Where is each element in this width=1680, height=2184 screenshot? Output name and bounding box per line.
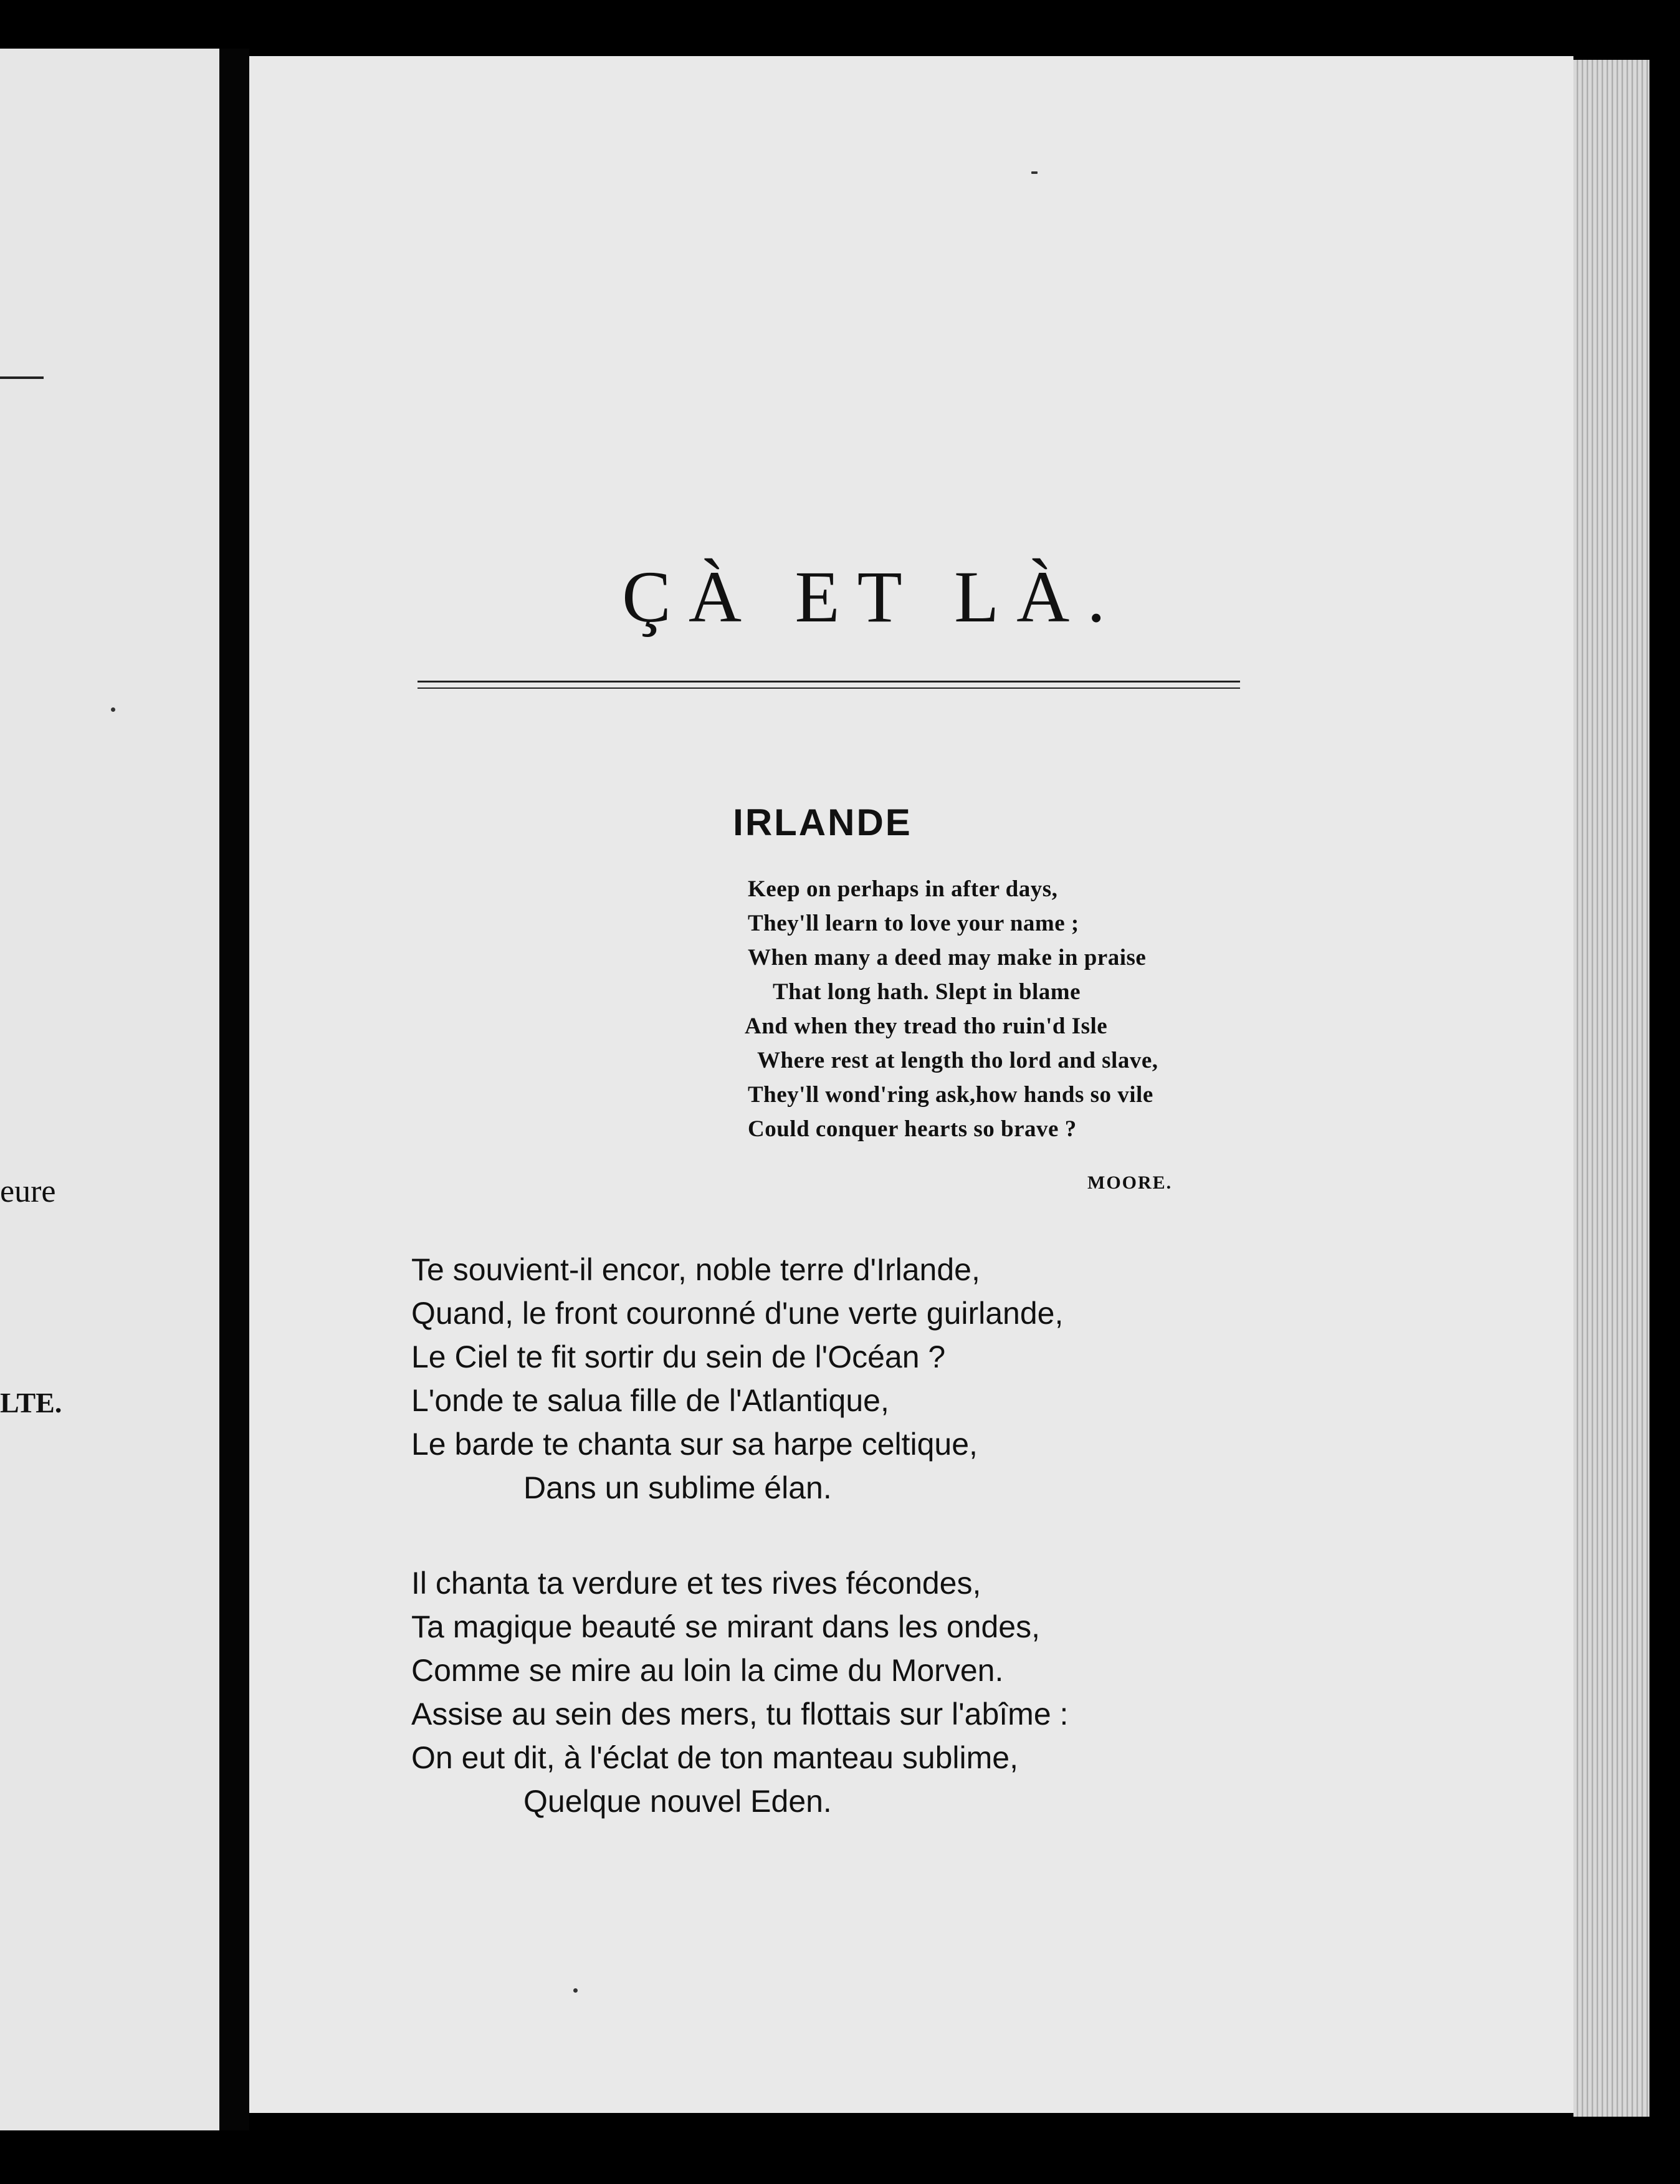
epigraph-line: That long hath. Slept in blame [773, 979, 1081, 1005]
epigraph-line: They'll learn to love your name ; [748, 911, 1079, 936]
epigraph-line: Could conquer hearts so brave ? [748, 1116, 1077, 1142]
verse-line: Assise au sein des mers, tu flottais sur l'abîme : [411, 1697, 1069, 1731]
verse-line: Quelque nouvel Eden. [523, 1784, 832, 1819]
verse-line: Le Ciel te fit sortir du sein de l'Océan ? [411, 1339, 946, 1374]
left-page-rule [0, 376, 44, 379]
poem-heading: IRLANDE [733, 801, 912, 843]
verse-line: Dans un sublime élan. [523, 1470, 832, 1505]
verse-line: Comme se mire au loin la cime du Morven. [411, 1653, 1004, 1688]
left-page [0, 49, 219, 2130]
book-gutter [219, 49, 249, 2130]
verse-line: Te souvient-il encor, noble terre d'Irlande, [411, 1252, 980, 1287]
ink-speck [573, 1988, 578, 1993]
ink-speck [1031, 171, 1038, 174]
epigraph-line: Where rest at length tho lord and slave, [757, 1048, 1158, 1073]
epigraph-attribution: MOORE. [1087, 1172, 1173, 1193]
page-edges [1573, 60, 1649, 2117]
verse-line: Ta magique beauté se mirant dans les ondes, [411, 1609, 1040, 1644]
verse-line: Il chanta ta verdure et tes rives fécondes, [411, 1566, 981, 1601]
title-rule-top [418, 681, 1240, 682]
verse-line: Quand, le front couronné d'une verte guirlande, [411, 1296, 1064, 1331]
left-page-fragment: LTE. [0, 1387, 62, 1419]
epigraph-line: Keep on perhaps in after days, [748, 876, 1058, 902]
left-page-fragment: eure [0, 1174, 56, 1209]
verse-line: On eut dit, à l'éclat de ton manteau sublime, [411, 1740, 1018, 1775]
ink-speck [111, 707, 115, 712]
page-title: ÇÀ ET LÀ. [622, 556, 1123, 638]
verse-line: L'onde te salua fille de l'Atlantique, [411, 1383, 889, 1418]
epigraph-line: When many a deed may make in praise [748, 945, 1147, 970]
epigraph-line: And when they tread tho ruin'd Isle [745, 1013, 1108, 1039]
epigraph-line: They'll wond'ring ask,how hands so vile [748, 1082, 1153, 1108]
verse-line: Le barde te chanta sur sa harpe celtique, [411, 1427, 978, 1462]
title-rule-bottom [418, 687, 1240, 689]
